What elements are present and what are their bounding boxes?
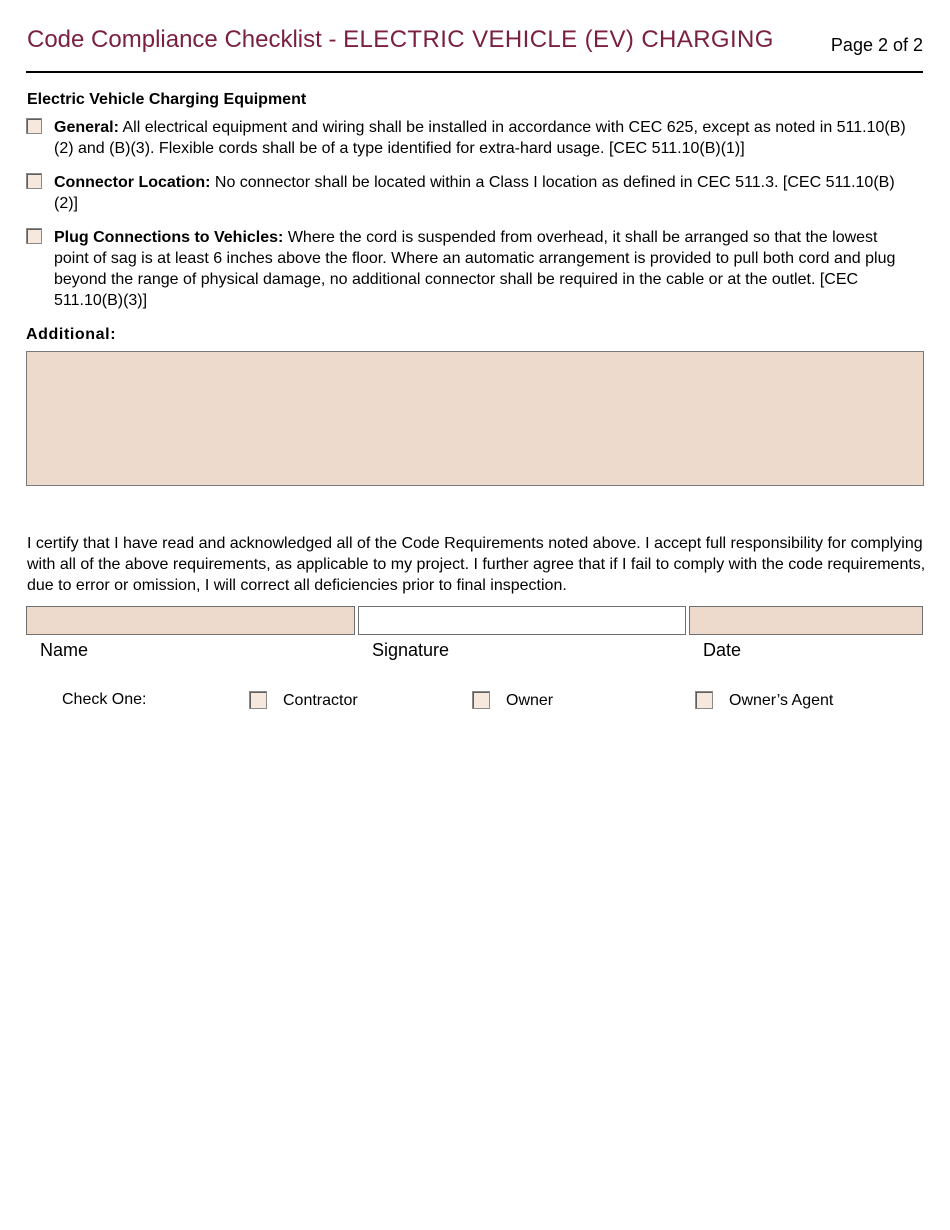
additional-textarea[interactable] <box>26 351 924 486</box>
checklist-item-connector-location <box>26 172 906 214</box>
title-prefix: Code Compliance Checklist - <box>27 26 344 53</box>
item-text <box>54 117 906 159</box>
option-label: Contractor <box>283 692 358 709</box>
item-text <box>54 227 906 311</box>
item-body: All electrical equipment and wiring shall be installed in accordance with CEC 625, except as noted in 511.10(B)(2) and (B)(3). Flexible cords shall be of a type identified for extra-hard usage. [CEC 511.10(B)(1)] <box>54 119 906 157</box>
item-body: Where the cord is suspended from overhead, it shall be arranged so that the lowest point of sag is at least 6 inches above the floor. Where an automatic arrangement is provided to pull both cord and plug beyond the range of physical damage, no additional connector shall be required in the cable or at the outlet. [CEC 511.10(B)(3)] <box>54 229 896 309</box>
owners-agent-checkbox[interactable] <box>695 691 713 709</box>
item-label: Plug Connections to Vehicles: <box>54 229 284 246</box>
option-label: Owner <box>506 692 554 709</box>
checklist-item-general <box>26 117 906 159</box>
item-text <box>54 172 906 214</box>
name-label: Name <box>40 640 89 660</box>
certification-statement: I certify that I have read and acknowledged all of the Code Requirements noted above. I accept full responsibility for complying with all of the above requirements, as applicable to my project. I further agree that if I fail to comply with the code requirements, due to error or omission, I will correct all deficiencies prior to final inspection. <box>27 535 926 594</box>
plug-connections-checkbox[interactable] <box>26 228 42 244</box>
section-heading: Electric Vehicle Charging Equipment <box>27 91 307 108</box>
name-field[interactable] <box>26 606 355 635</box>
option-label: Owner’s Agent <box>729 692 834 709</box>
item-body: No connector shall be located within a Class I location as defined in CEC 511.3. [CEC 511.10(B)(2)] <box>54 174 895 212</box>
owner-checkbox[interactable] <box>472 691 490 709</box>
option-contractor[interactable] <box>249 690 358 711</box>
option-owner[interactable] <box>472 690 553 711</box>
contractor-checkbox[interactable] <box>249 691 267 709</box>
signature-field[interactable] <box>358 606 686 635</box>
header-divider <box>26 71 923 73</box>
title-main: ELECTRIC VEHICLE (EV) CHARGING <box>343 26 774 53</box>
additional-label: Additional: <box>26 326 117 343</box>
page-title <box>27 26 774 54</box>
general-checkbox[interactable] <box>26 118 42 134</box>
item-label: General: <box>54 119 119 136</box>
page-number: Page 2 of 2 <box>830 35 923 55</box>
item-label: Connector Location: <box>54 174 211 191</box>
option-owners-agent[interactable] <box>695 690 833 711</box>
date-field[interactable] <box>689 606 923 635</box>
check-one-label: Check One: <box>62 691 147 708</box>
signature-label: Signature <box>372 640 450 660</box>
checklist-item-plug-connections <box>26 227 906 311</box>
connector-location-checkbox[interactable] <box>26 173 42 189</box>
date-label: Date <box>703 640 742 660</box>
